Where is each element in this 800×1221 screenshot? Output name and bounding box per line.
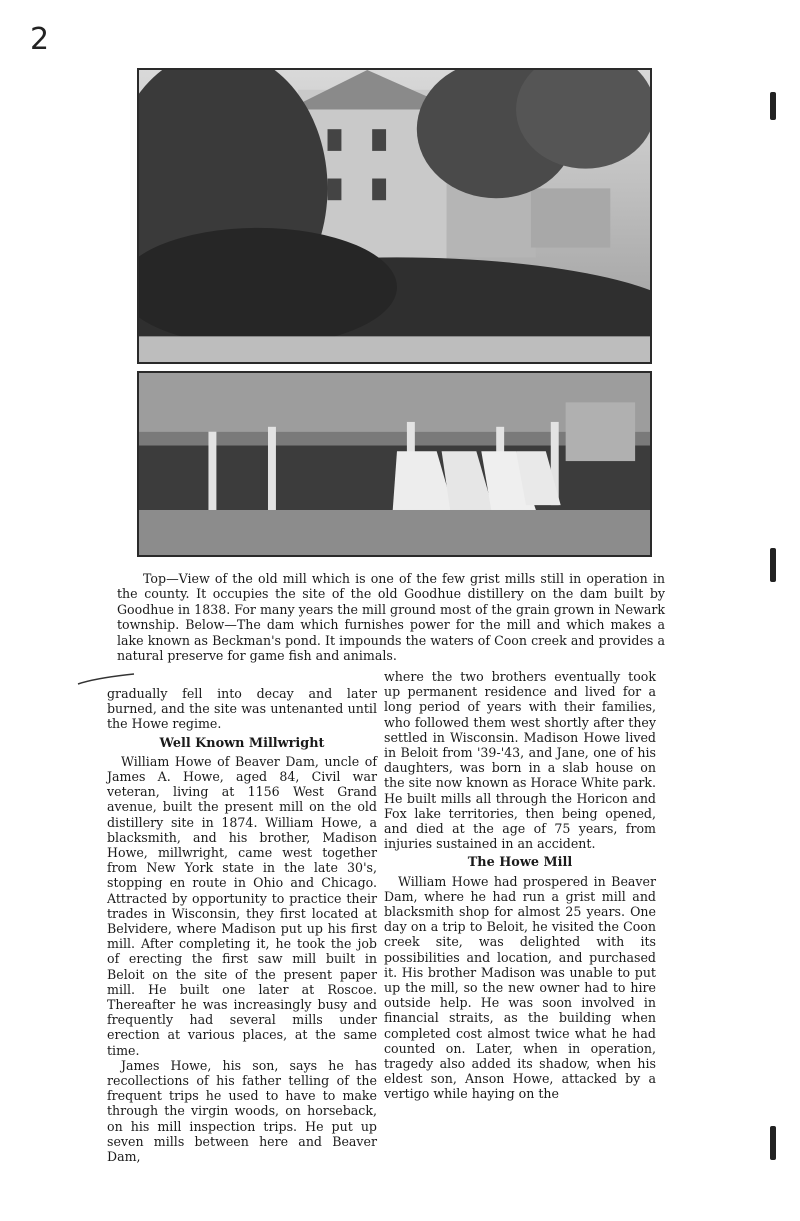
binding-mark-middle [770,548,776,582]
left-column [107,686,377,1164]
right-column [384,669,656,1102]
right-paragraph-1: where the two brothers eventually took up permanent residence and lived for a long period of years with their families, who followed them west shortly after they settled in Wisconsin. Madison Howe lived in Beloit from '39-'43, and Jane, one of his daughters, was born in a slab house on the site now known as Horace White park. He built mills all through the Horicon and Fox lake territories, then being opened, and died at the age of 75 years, from injuries sustained in an accident. [384,669,656,852]
left-paragraph-1: gradually fell into decay and later burned, and the site was untenanted until the Howe regime. [107,686,377,732]
binding-mark-top [770,92,776,120]
heading-the-howe-mill: The Howe Mill [467,855,573,871]
photo-caption: Top—View of the old mill which is one of the few grist mills still in operation in the county. It occupies the site of the old Goodhue distillery on the dam built by Goodhue in 1838. For many years the mill ground most of the grain grown in Newark township. Below—The dam which furnishes power for the mill and which makes a lake known as Beckman's pond. It impounds the waters of Coon creek and provides a natural preserve for game fish and animals. [117,571,665,664]
left-paragraph-3: James Howe, his son, says he has recollections of his father telling of the frequent trips he used to have to make through the virgin woods, on horseback, on his mill inspection trips. He put up seven mills between here and Beaver Dam, [107,1057,377,1165]
pencil-mark [76,672,136,686]
photo-dam [137,371,652,557]
left-paragraph-2: William Howe of Beaver Dam, uncle of James A. Howe, aged 84, Civil war veteran, living at 1156 West Grand avenue, built the present mill on the old distillery site in 1874. William Howe, a blacksmith, and his brother, Madison Howe, millwright, came west together from New York state in the late 30's, stopping en route in Ohio and Chicago. Attracted by opportunity to practice their trades in Wisconsin, they first located at Belvidere, where Madison put up his first mill. After completing it, he took the job of erecting the first saw mill built in Beloit on the site of the present paper mill. He built one later at Roscoe. Thereafter he was increasingly busy and frequently had several mills under erection at various places, at the same time. [107,753,377,1058]
right-paragraph-2: William Howe had prospered in Beaver Dam, where he had run a grist mill and blacksmith shop for almost 25 years. One day on a trip to Beloit, he visited the Coon creek site, was delighted with its possibilities and location, and purchased it. His brother Madison was unable to put up the mill, so the new owner had to hire outside help. He was soon involved in financial straits, as the building when completed cost almost twice what he had counted on. Later, when in operation, tragedy also added its shadow, when his eldest son, Anson Howe, attacked by a vertigo while haying on the [384,873,656,1102]
photo-old-mill [137,68,652,364]
heading-well-known-millwright: Well Known Millwright [159,735,325,751]
binding-mark-bottom [770,1126,776,1160]
page-number: 2 [30,22,50,57]
